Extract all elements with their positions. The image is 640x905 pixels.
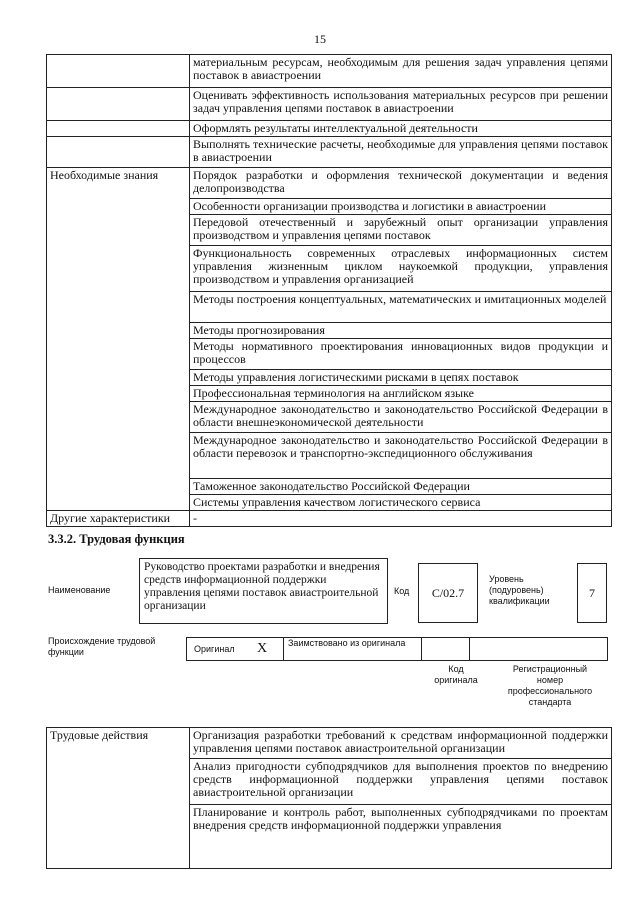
knowledge-item: Таможенное законодательство Российской Федерации — [190, 479, 612, 495]
original-mark: X — [257, 641, 268, 656]
original-label: Оригинал — [194, 644, 235, 654]
origin-row — [186, 637, 608, 661]
action-item: Планирование и контроль работ, выполненных субподрядчиками по проектам внедрения средств информационной поддержки управления — [190, 805, 612, 869]
borrowed-cell — [283, 638, 422, 660]
skills-label-cell — [47, 88, 190, 121]
knowledge-item: Порядок разработки и оформления технической документации и ведения делопроизводства — [190, 168, 612, 199]
labor-actions-table — [46, 727, 612, 869]
knowledge-item: Международное законодательство и законодательство Российской Федерации в области перевозок и транспортно-экспедиционного обслуживания — [190, 433, 612, 479]
knowledge-label: Необходимые знания — [47, 168, 190, 511]
original-cell — [187, 638, 284, 660]
knowledge-item: Системы управления качеством логистического сервиса — [190, 495, 612, 511]
section-title: 3.3.2. Трудовая функция — [48, 532, 185, 546]
level-label: Уровень (подуровень) квалификации — [489, 574, 550, 606]
knowledge-item: Методы прогнозирования — [190, 323, 612, 339]
skills-label-cell — [47, 121, 190, 137]
knowledge-item: Методы построения концептуальных, математических и имитационных моделей — [190, 292, 612, 323]
action-item: Анализ пригодности субподрядчиков для выполнения проектов по внедрению средств информационной поддержки управления цепями поставок авиастроительной организации — [190, 759, 612, 805]
function-code: C/02.7 — [418, 563, 478, 623]
actions-label: Трудовые действия — [47, 728, 190, 869]
reg-number-label: Регистрационный номер профессионального стандарта — [507, 664, 593, 707]
code-label: Код — [394, 586, 410, 596]
knowledge-item: Передовой отечественный и зарубежный опыт организации управления производством и управления цепями поставок — [190, 215, 612, 246]
skill-item: Оформлять результаты интеллектуальной деятельности — [190, 121, 612, 137]
skill-item: Оценивать эффективность использования материальных ресурсов при решении задач управления цепями поставок в авиастроении — [190, 88, 612, 121]
knowledge-item: Особенности организации производства и логистики в авиастроении — [190, 199, 612, 215]
knowledge-item: Методы управления логистическими рисками в цепях поставок — [190, 370, 612, 386]
function-name: Руководство проектами разработки и внедрения средств информационной поддержки управления цепями поставок авиастроительной организации — [139, 558, 388, 624]
name-label: Наименование — [48, 585, 111, 595]
code-original-cell — [421, 638, 470, 660]
other-characteristics-label: Другие характеристики — [47, 511, 190, 527]
knowledge-item: Функциональность современных отраслевых информационных систем управления жизненным циклом наукоемкой продукции, управления производством и управления организацией — [190, 246, 612, 292]
other-characteristics-value: - — [190, 511, 612, 527]
knowledge-table — [46, 54, 612, 527]
action-item: Организация разработки требований к средствам информационной поддержки управления цепями поставок авиастроительной организации — [190, 728, 612, 759]
skill-item: Выполнять технические расчеты, необходимые для управления цепями поставок в авиастроении — [190, 137, 612, 168]
borrowed-label: Заимствовано из оригинала — [288, 638, 406, 648]
skills-label-cell — [47, 137, 190, 168]
knowledge-item: Профессиональная терминология на английском языке — [190, 386, 612, 402]
page-number: 15 — [314, 32, 326, 46]
knowledge-item: Международное законодательство и законодательство Российской Федерации в области внешнеэкономической деятельности — [190, 402, 612, 433]
skills-label-cell — [47, 55, 190, 88]
knowledge-item: Методы нормативного проектирования инновационных видов продукции и процессов — [190, 339, 612, 370]
skill-item: материальным ресурсам, необходимым для решения задач управления цепями поставок в авиастроении — [190, 55, 612, 88]
qualification-level: 7 — [577, 563, 607, 623]
origin-label: Происхождение трудовой функции — [48, 636, 156, 657]
code-original-label: Код оригинала — [434, 664, 478, 685]
